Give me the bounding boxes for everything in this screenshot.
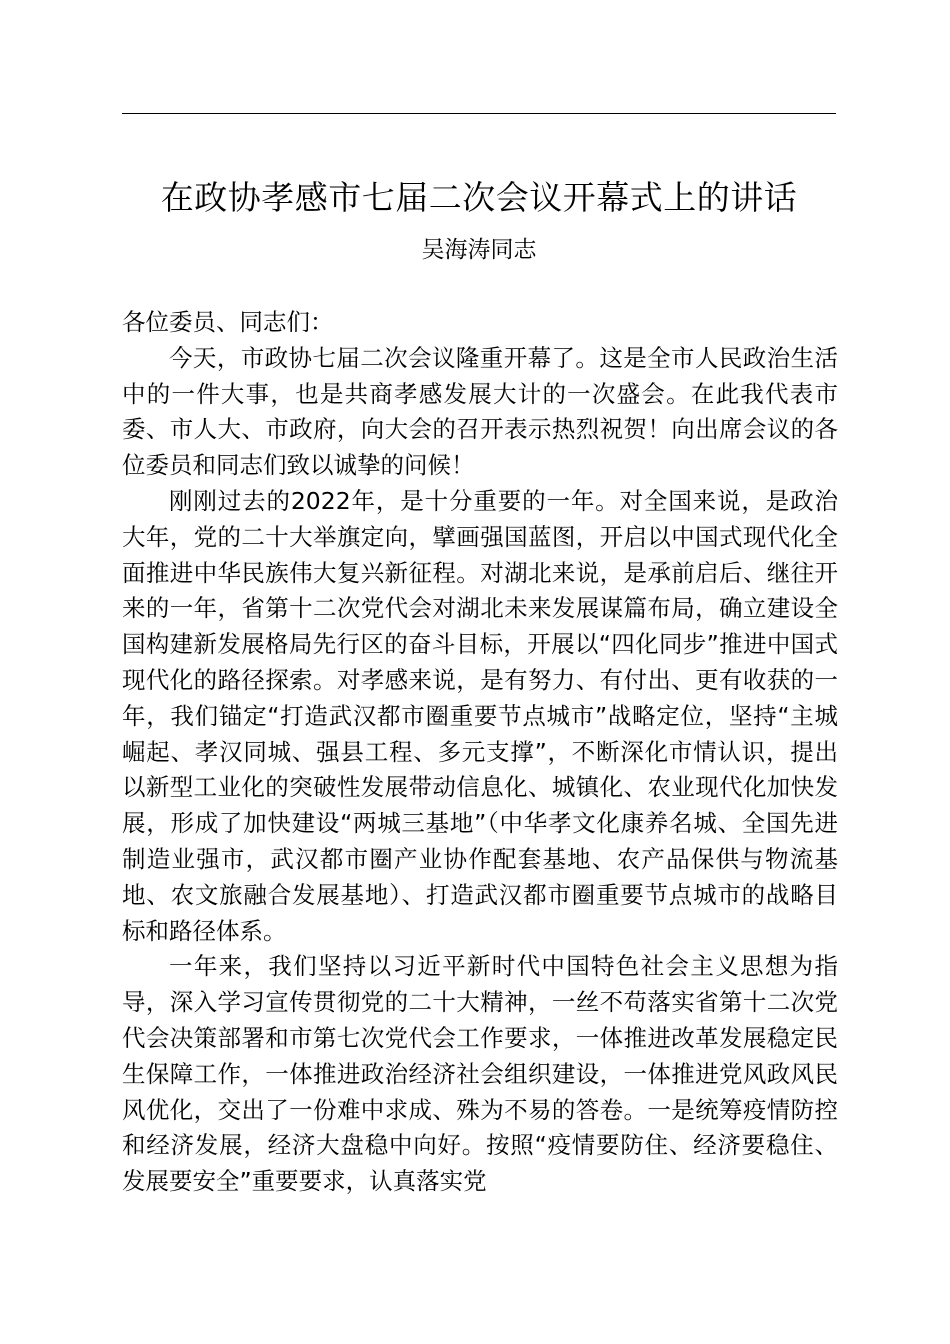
- paragraph: 刚刚过去的2022年，是十分重要的一年。对全国来说，是政治大年，党的二十大举旗定向，擘画强国蓝图，开启以中国式现代化全面推进中华民族伟大复兴新征程。对湖北来说，是承前启后、继往开来的一年，省第十二次党代会对湖北未来发展谋篇布局，确立建设全国构建新发展格局先行区的奋斗目标，开展以“四化同步”推进中国式现代化的路径探索。对孝感来说，是有努力、有付出、更有收获的一年，我们锚定“打造武汉都市圈重要节点城市”战略定位，坚持“主城崛起、孝汉同城、强县工程、多元支撑”，不断深化市情认识，提出以新型工业化的突破性发展带动信息化、城镇化、农业现代化加快发展，形成了加快建设“两城三基地”（中华孝文化康养名城、全国先进制造业强市，武汉都市圈产业协作配套基地、农产品保供与物流基地、农文旅融合发展基地）、打造武汉都市圈重要节点城市的战略目标和路径体系。: [122, 486, 838, 945]
- header-rule: [122, 113, 836, 114]
- paragraph: 今天，市政协七届二次会议隆重开幕了。这是全市人民政治生活中的一件大事，也是共商孝感发展大计的一次盛会。在此我代表市委、市人大、市政府，向大会的召开表示热烈祝贺！向出席会议的各位委员和同志们致以诚挚的问候！: [122, 343, 838, 480]
- salutation: 各位委员、同志们：: [122, 308, 334, 336]
- document-title: 在政协孝感市七届二次会议开幕式上的讲话: [160, 178, 798, 217]
- document-author: 吴海涛同志: [421, 237, 537, 263]
- document-body: [122, 305, 838, 1200]
- paragraph: 一年来，我们坚持以习近平新时代中国特色社会主义思想为指导，深入学习宣传贯彻党的二十大精神，一丝不苟落实省第十二次党代会决策部署和市第七次党代会工作要求，一体推进改革发展稳定民生保障工作，一体推进政治经济社会组织建设，一体推进党风政风民风优化，交出了一份难中求成、殊为不易的答卷。一是统筹疫情防控和经济发展，经济大盘稳中向好。按照“疫情要防住、经济要稳住、发展要安全”重要要求，认真落实党: [122, 952, 838, 1196]
